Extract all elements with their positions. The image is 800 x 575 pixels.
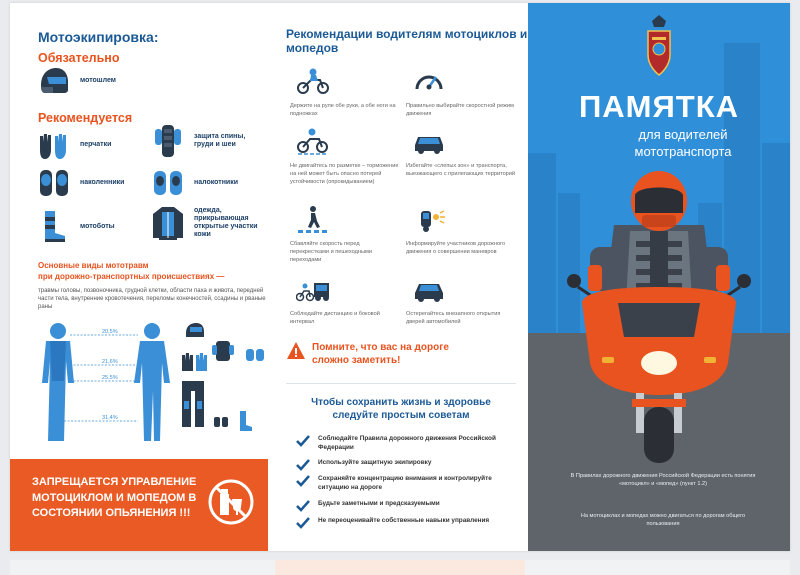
required-heading: Обязательно: [38, 51, 120, 65]
gear-item-label: защита спины, груди и шеи: [194, 132, 246, 148]
recommendation-text: Соблюдайте дистанцию и боковой интервал: [290, 311, 380, 325]
gear-title: Мотоэкипировка:: [38, 29, 159, 45]
gear-item-label: перчатки: [80, 140, 112, 148]
injury-percent: 31,4%: [102, 415, 118, 421]
no-alcohol-icon: [206, 477, 256, 527]
gear-item-label: одежда, прикрывающая открытые участки кожи: [194, 206, 258, 239]
safety-title: [286, 396, 516, 422]
helmet-icon: [36, 63, 72, 99]
recommendation-text: Сбавляйте скорость перед перекрестками и пешеходными переходами: [290, 241, 372, 263]
knee-pads-icon: [36, 165, 72, 201]
section-divider: [286, 383, 516, 384]
recommendation-item: [406, 67, 516, 119]
safety-tip: [296, 475, 506, 492]
cover-illustration: [528, 3, 790, 551]
recommended-heading: Рекомендуется: [38, 111, 133, 125]
injury-title-line1: Основные виды мототравм: [38, 261, 149, 270]
safety-tip-text: Будьте заметными и предсказуемыми: [318, 500, 440, 507]
next-page-tint: [275, 560, 525, 575]
pedestrian-crossing-icon: [296, 205, 330, 233]
safety-tip: [296, 500, 506, 512]
gear-column: [10, 3, 272, 551]
remember-callout: [286, 341, 449, 367]
cover-subtitle: [588, 127, 778, 161]
elbow-pads-icon: [150, 165, 186, 201]
gear-item-back-protector: [150, 123, 256, 159]
gear-item-helmet: [36, 63, 116, 99]
gear-item-gloves: [36, 127, 111, 163]
cover-note-rules: В Правилах дорожного движения Российской Федерации есть понятия «мотоцикл» и «мопед» (пункт 1.2): [570, 473, 756, 487]
safety-title-line1: Чтобы сохранить жизнь и здоровье: [311, 397, 491, 408]
car-blind-spot-icon: [412, 127, 446, 155]
remember-line2: сложно заметить!: [312, 355, 401, 366]
cover-subtitle-line1: для водителей: [638, 127, 728, 142]
car-door-icon: [412, 275, 446, 303]
cover-note-roads: На мотоциклах и мопедах можно двигаться по дорогам общего пользования: [580, 513, 746, 527]
safety-tip-text: Соблюдайте Правила дорожного движения Российской Федерации: [318, 435, 496, 451]
recommendations-title: Рекомендации водителям мотоциклов и мопедов: [286, 27, 528, 56]
safety-title-line2: следуйте простым советам: [332, 410, 470, 421]
police-emblem-icon: [648, 15, 670, 75]
recommendation-text: Держите на руле обе руки, а обе ноги на подножках: [290, 103, 396, 117]
cover-panel: [528, 3, 790, 551]
recommendation-item: [290, 127, 400, 186]
prohibition-banner: [10, 459, 268, 551]
jacket-icon: [150, 205, 186, 241]
gear-item-boots: [36, 209, 115, 245]
injury-figures: [34, 321, 270, 446]
gear-item-label: налокотники: [194, 178, 239, 186]
turn-signal-icon: [412, 205, 446, 233]
recommendation-item: [406, 275, 516, 327]
safety-tip-text: Используйте защитную экипировку: [318, 459, 432, 466]
speedometer-icon: [412, 67, 446, 95]
safety-tip: [296, 435, 506, 452]
gear-item-knee-pads: [36, 165, 124, 201]
cover-subtitle-line2: мототранспорта: [634, 143, 732, 159]
checkmark-icon: [296, 517, 310, 529]
distance-icon: [296, 275, 330, 303]
recommendation-text: Информируйте участников дорожного движения о совершении маневров: [406, 241, 506, 255]
gear-item-label: мотоботы: [80, 222, 115, 230]
boots-icon: [36, 209, 72, 245]
injury-title-line2: при дорожно-транспортных происшествиях —: [38, 271, 225, 281]
checkmark-icon: [296, 459, 310, 471]
gear-item-label: мотошлем: [80, 76, 116, 84]
warning-icon: [286, 341, 306, 361]
rider-hands-icon: [296, 67, 330, 95]
safety-tip: [296, 517, 506, 529]
next-page-strip: [10, 560, 790, 575]
checkmark-icon: [296, 475, 310, 487]
female-figure-icon: [134, 323, 170, 441]
remember-text: [312, 341, 449, 367]
gloves-icon: [36, 127, 72, 163]
injury-percent: 20,5%: [102, 329, 118, 335]
injury-percent: 25,5%: [102, 375, 118, 381]
recommendation-text: Правильно выбирайте скоростной режим движения: [406, 103, 514, 117]
injury-percent: 21,6%: [102, 359, 118, 365]
recommendation-text: Не двигайтесь по разметке – торможение на ней может быть опасно потерей устойчивости (опрокидыванием): [290, 163, 399, 185]
small-gear-icons: [182, 323, 264, 431]
prohibition-text: ЗАПРЕЩАЕТСЯ УПРАВЛЕНИЕ МОТОЦИКЛОМ И МОПЕДОМ В СОСТОЯНИИ ОПЬЯНЕНИЯ !!!: [32, 476, 197, 520]
recommendation-text: Остерегайтесь внезапного открытия дверей автомобилей: [406, 311, 501, 325]
back-protector-icon: [150, 123, 186, 159]
injury-description: травмы головы, позвоночника, грудной клетки, области паха и живота, передней части тела, внутренние кровотечения, переломы конечностей, ссадины и рваные раны: [38, 288, 266, 311]
remember-line1: Помните, что вас на дороге: [312, 342, 449, 353]
brochure-sheet: [10, 3, 790, 551]
cover-title: ПАМЯТКА: [578, 89, 740, 124]
recommendation-item: [290, 67, 400, 119]
gear-item-label: наколенники: [80, 178, 125, 186]
recommendation-item: [406, 127, 516, 179]
injury-title: [38, 261, 263, 283]
safety-tip-text: Сохраняйте концентрацию внимания и контролируйте ситуацию на дороге: [318, 475, 492, 491]
recommendation-text: Избегайте «слепых зон» и транспорта, выезжающего с прилегающих территорий: [406, 163, 516, 177]
male-figure-icon: [42, 323, 74, 441]
lane-marking-icon: [296, 127, 330, 155]
safety-tip-text: Не переоценивайте собственные навыки управления: [318, 517, 490, 524]
gear-item-elbow-pads: [150, 165, 238, 201]
safety-tip: [296, 459, 506, 471]
recommendation-item: [290, 205, 400, 264]
checkmark-icon: [296, 435, 310, 447]
recommendation-item: [290, 275, 400, 327]
gear-item-jacket: [150, 205, 258, 241]
recommendations-column: [272, 3, 528, 551]
checkmark-icon: [296, 500, 310, 512]
recommendation-item: [406, 205, 516, 257]
